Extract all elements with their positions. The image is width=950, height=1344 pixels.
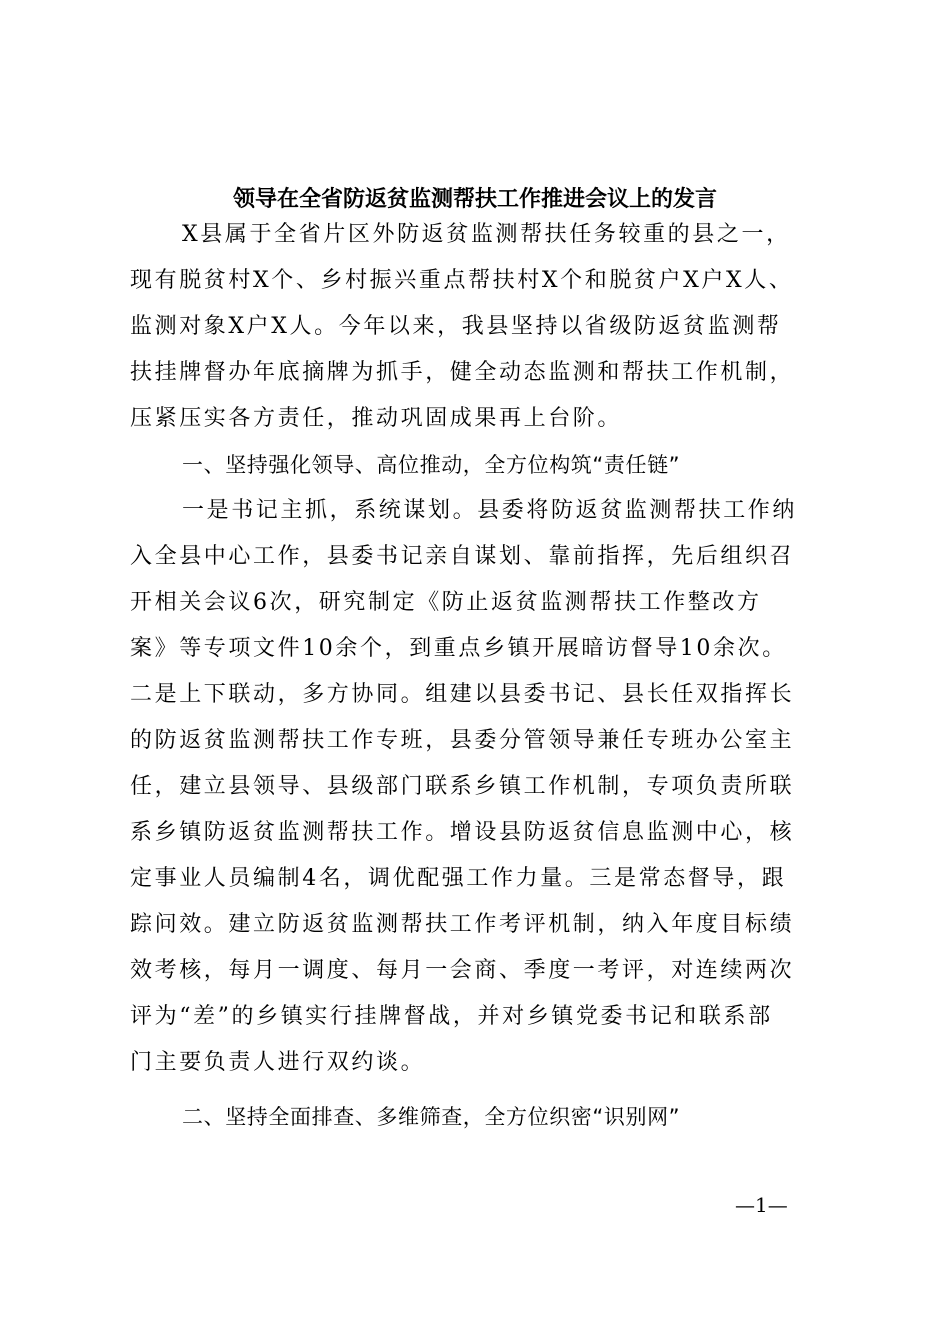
- paragraph-line: 踪问效。建立防返贫监测帮扶工作考评机制，纳入年度目标绩: [130, 912, 795, 937]
- paragraph-line: 监测对象X户X人。今年以来，我县坚持以省级防返贫监测帮: [130, 314, 782, 339]
- paragraph-line: 评为“差”的乡镇实行挂牌督战，并对乡镇党委书记和联系部: [130, 1004, 773, 1029]
- section-heading-1: 一、坚持强化领导、高位推动，全方位构筑“责任链”: [182, 453, 681, 477]
- paragraph-line: 的防返贫监测帮扶工作专班，县委分管领导兼任专班办公室主: [130, 728, 795, 753]
- paragraph-line: 扶挂牌督办年底摘牌为抓手，健全动态监测和帮扶工作机制，: [130, 360, 795, 385]
- paragraph-line: 压紧压实各方责任，推动巩固成果再上台阶。: [130, 406, 623, 431]
- paragraph-line: 任，建立县领导、县级部门联系乡镇工作机制，专项负责所联: [130, 774, 795, 799]
- paragraph-line: 二是上下联动，多方协同。组建以县委书记、县长任双指挥长: [130, 682, 795, 707]
- section-heading-2: 二、坚持全面排查、多维筛查，全方位织密“识别网”: [182, 1105, 681, 1129]
- paragraph-line: 案》等专项文件10余个，到重点乡镇开展暗访督导10余次。: [130, 636, 787, 661]
- paragraph-line: 开相关会议6次，研究制定《防止返贫监测帮扶工作整改方: [130, 590, 762, 615]
- document-title: 领导在全省防返贫监测帮扶工作推进会议上的发言: [232, 187, 717, 212]
- paragraph-line: 定事业人员编制4名，调优配强工作力量。三是常态督导，跟: [130, 866, 787, 891]
- paragraph-line: 现有脱贫村X个、乡村振兴重点帮扶村X个和脱贫户X户X人、: [130, 268, 794, 293]
- paragraph-line: 系乡镇防返贫监测帮扶工作。增设县防返贫信息监测中心，核: [130, 820, 795, 845]
- page-number: —1—: [735, 1193, 788, 1217]
- paragraph-line: 一是书记主抓，系统谋划。县委将防返贫监测帮扶工作纳: [182, 498, 798, 523]
- paragraph-line: 入全县中心工作，县委书记亲自谋划、靠前指挥，先后组织召: [130, 544, 795, 569]
- paragraph-line: X县属于全省片区外防返贫监测帮扶任务较重的县之一，: [182, 222, 791, 247]
- document-body: [130, 212, 830, 1140]
- paragraph-line: 效考核，每月一调度、每月一会商、季度一考评，对连续两次: [130, 958, 795, 983]
- paragraph-line: 门主要负责人进行双约谈。: [130, 1050, 426, 1075]
